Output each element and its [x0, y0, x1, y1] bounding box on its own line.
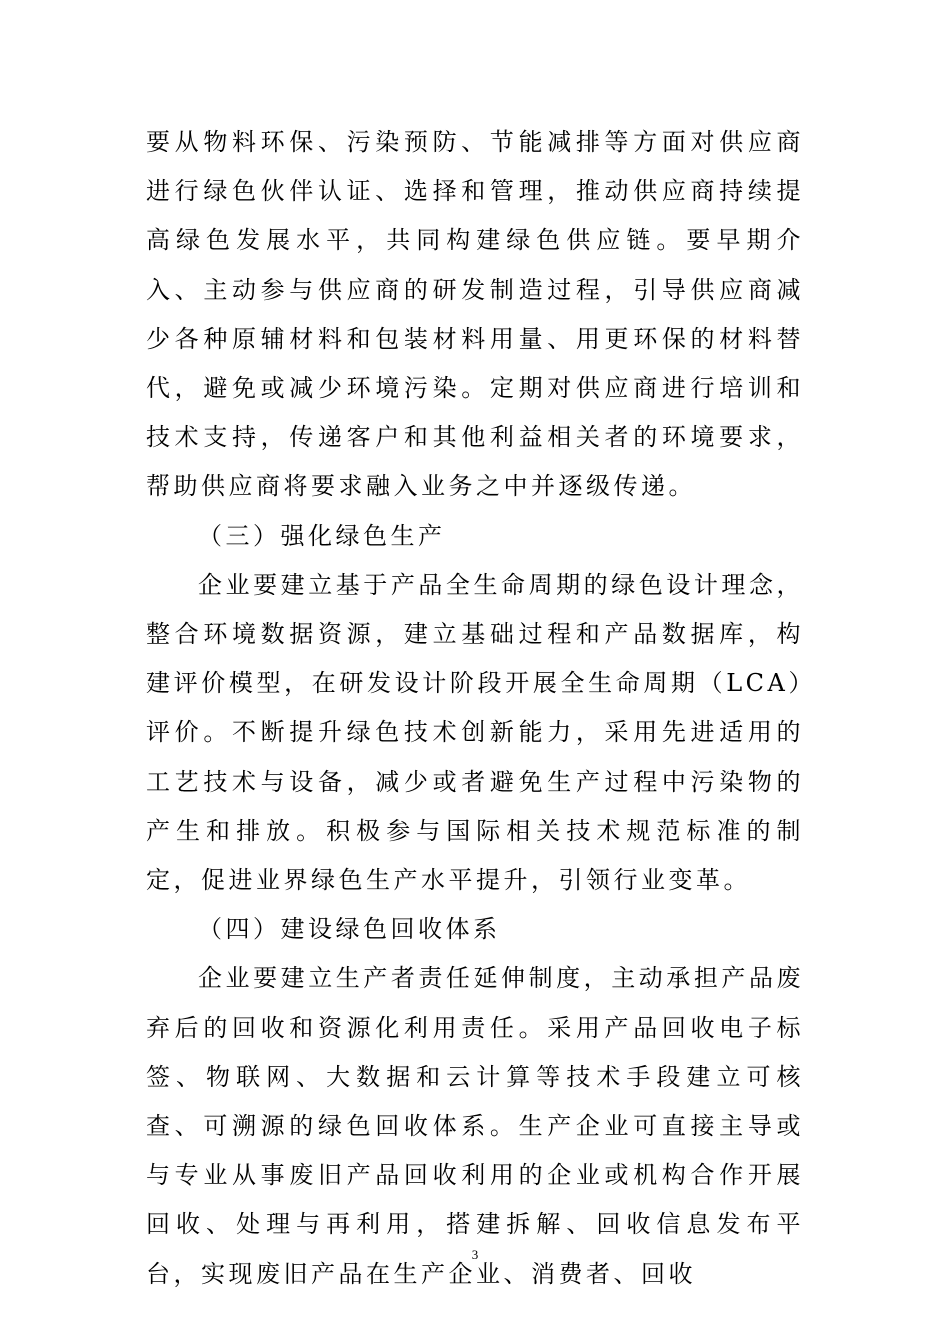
section-heading-green-recycling: （四）建设绿色回收体系	[198, 915, 501, 944]
page-number: 3	[471, 1247, 479, 1262]
document-body	[146, 118, 804, 1299]
paragraph-green-recycling: 企业要建立生产者责任延伸制度，主动承担产品废弃后的回收和资源化利用责任。采用产品回收电子标签、物联网、大数据和云计算等技术手段建立可核查、可溯源的绿色回收体系。生产企业可直接主导或与专业从事废旧产品回收利用的企业或机构合作开展回收、处理与再利用，搭建拆解、回收信息发布平台，实现废旧产品在生产企业、消费者、回收	[146, 964, 804, 1288]
paragraph-green-suppliers: 要从物料环保、污染预防、节能减排等方面对供应商进行绿色伙伴认证、选择和管理，推动供应商持续提高绿色发展水平，共同构建绿色供应链。要早期介入、主动参与供应商的研发制造过程，引导供应商减少各种原辅材料和包装材料用量、用更环保的材料替代，避免或减少环境污染。定期对供应商进行培训和技术支持，传递客户和其他利益相关者的环境要求，帮助供应商将要求融入业务之中并逐级传递。	[146, 128, 804, 501]
section-heading-green-production: （三）强化绿色生产	[198, 521, 446, 550]
paragraph-green-production: 企业要建立基于产品全生命周期的绿色设计理念，整合环境数据资源，建立基础过程和产品数据库，构建评价模型，在研发设计阶段开展全生命周期（LCA）评价。不断提升绿色技术创新能力，采用先进适用的工艺技术与设备，减少或者避免生产过程中污染物的产生和排放。积极参与国际相关技术规范标准的制定，促进业界绿色生产水平提升，引领行业变革。	[146, 570, 804, 895]
